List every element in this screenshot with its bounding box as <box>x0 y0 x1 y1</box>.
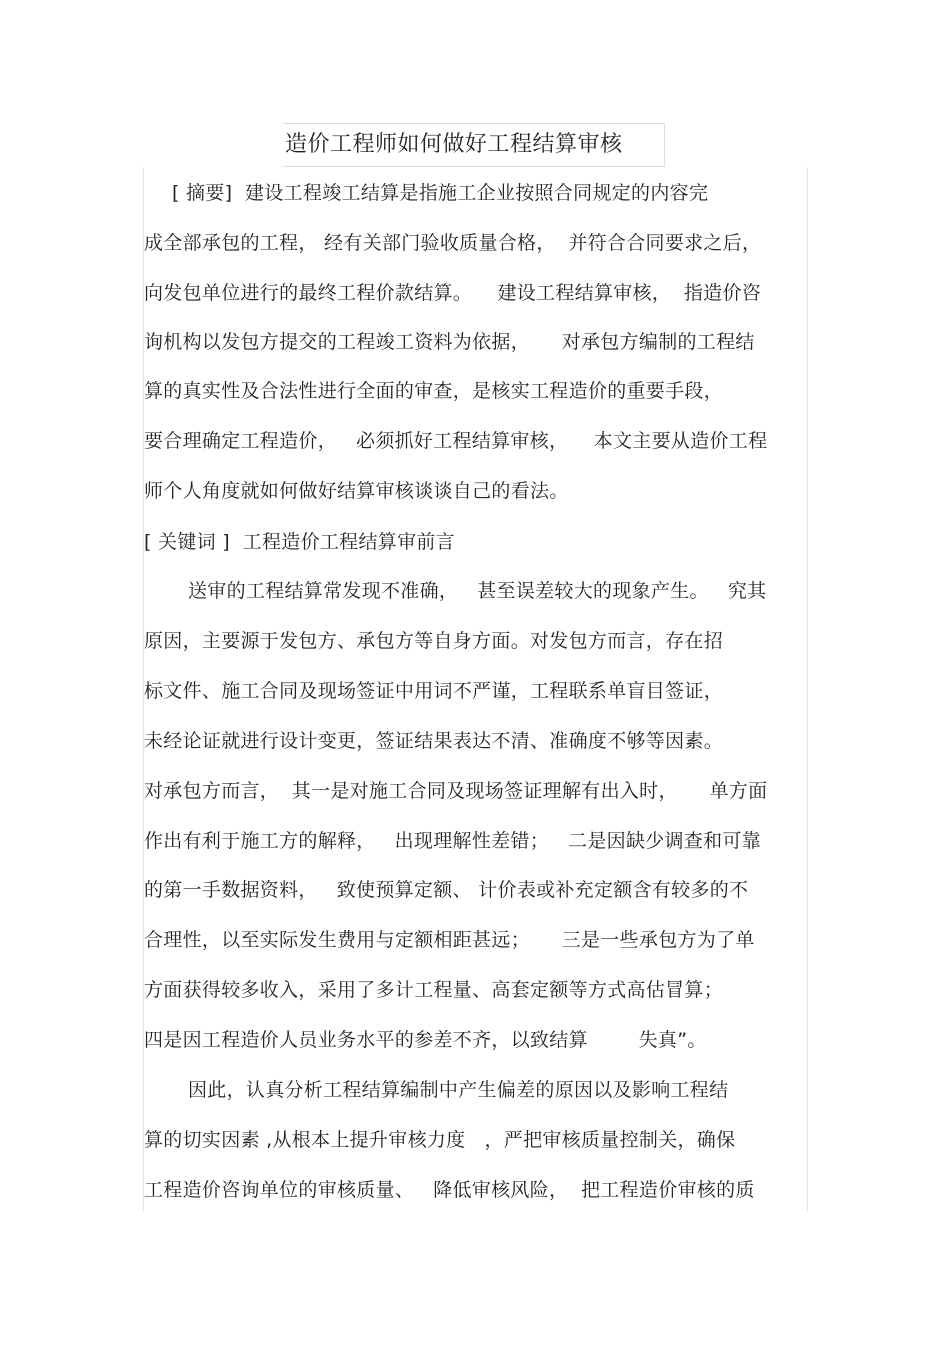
abstract-line-5: 算的真实性及合法性进行全面的审查，是核实工程造价的重要手段， <box>144 380 724 402</box>
paragraph-line-10: 四是因工程造价人员业务水平的参差不齐，以致结算 失真”。 <box>144 1029 707 1051</box>
paragraph-line-9: 方面获得较多收入，采用了多计工程量、高套定额等方式高估冒算； <box>144 979 724 1001</box>
paragraph-line-6: 作出有利于施工方的解释， 出现理解性差错； 二是因缺少调查和可靠 <box>144 830 762 852</box>
paragraph2-line-1: 因此，认真分析工程结算编制中产生偏差的原因以及影响工程结 <box>188 1079 729 1101</box>
abstract-line-3: 向发包单位进行的最终工程价款结算。 建设工程结算审核， 指造价咨 <box>144 282 762 304</box>
abstract-line-1: [ 摘要] 建设工程竣工结算是指施工企业按照合同规定的内容完 <box>172 182 709 204</box>
paragraph-line-1: 送审的工程结算常发现不准确， 甚至误差较大的现象产生。 究其 <box>188 580 767 602</box>
abstract-line-6: 要合理确定工程造价， 必须抓好工程结算审核， 本文主要从造价工程 <box>144 430 768 452</box>
paragraph-line-2: 原因，主要源于发包方、承包方等自身方面。对发包方而言，存在招 <box>144 630 724 652</box>
paragraph2-line-2: 算的切实因素 ,从根本上提升审核力度 ，严把审核质量控制关，确保 <box>144 1129 736 1151</box>
paragraph-line-5: 对承包方而言， 其一是对施工合同及现场签证理解有出入时， 单方面 <box>144 780 768 802</box>
abstract-line-2: 成全部承包的工程， 经有关部门验收质量合格， 并符合合同要求之后， <box>144 232 762 254</box>
keywords-line: [ 关键词 ] 工程造价工程结算审前言 <box>144 531 455 553</box>
paragraph-line-7: 的第一手数据资料， 致使预算定额、 计价表或补充定额含有较多的不 <box>144 879 749 901</box>
paragraph-line-4: 未经论证就进行设计变更，签证结果表达不清、准确度不够等因素。 <box>144 730 724 752</box>
paragraph-line-8: 合理性，以至实际发生费用与定额相距甚远； 三是一些承包方为了单 <box>144 929 755 951</box>
abstract-line-7: 师个人角度就如何做好结算审核谈谈自己的看法。 <box>144 480 569 502</box>
paragraph-line-3: 标文件、施工合同及现场签证中用词不严谨，工程联系单盲目签证， <box>144 680 724 702</box>
page-title: 造价工程师如何做好工程结算审核 <box>285 132 623 157</box>
abstract-line-4: 询机构以发包方提交的工程竣工资料为依据， 对承包方编制的工程结 <box>144 331 755 353</box>
paragraph2-line-3: 工程造价咨询单位的审核质量、 降低审核风险， 把工程造价审核的质 <box>144 1179 755 1201</box>
